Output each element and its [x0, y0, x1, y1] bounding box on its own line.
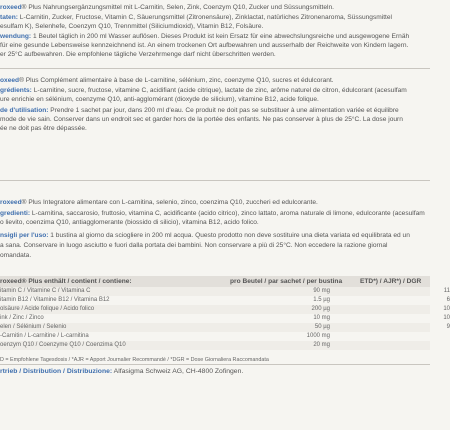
nutrient-rda: 10: [443, 306, 450, 312]
it-ingredients-cont: o lievito, coenzima Q10, antiagglomerante (biossido di silicio), vitamina B12, acido folico.: [0, 219, 259, 226]
divider: [0, 68, 430, 69]
nutrient-amount: 200 µg: [311, 306, 330, 312]
table-row: [0, 341, 430, 350]
nutrient-name: elen / Sélénium / Selenio: [0, 324, 67, 330]
table-footnote: D = Empfohlene Tagesdosis / *AJR = Apport Journalier Recommandé / *DGR = Dose Giornaliera Raccomandata: [0, 357, 269, 363]
table-header: roxeed® Plus enthält / contient / contiene: pro Beutel / par sachet / per bustina ETD*) / AJR*) / DGR: [0, 276, 430, 287]
de-usage-cont2: er 25°C aufbewahren. Die empfohlene tägliche Verzehrmenge darf nicht überschritten werden.: [0, 51, 276, 58]
nutrient-rda: 11: [443, 288, 450, 294]
fr-ingredients-cont: ure enrichie en sélénium, coenzyme Q10, anti-agglomérant (dioxyde de silicium), vitamine B12, acide folique.: [0, 96, 319, 103]
nutrient-amount: 1.5 µg: [313, 297, 330, 303]
table-row: [0, 332, 430, 341]
nutrient-amount: 20 mg: [313, 342, 330, 348]
nutrient-name: olsäure / Acide folique / Acido folico: [0, 306, 95, 312]
de-intro: roxeed® Plus Nahrungsergänzungsmittel mit L-Carnitin, Selen, Zink, Coenzym Q10, Zucker und Süssungsmitteln.: [0, 4, 334, 11]
nutrient-amount: 10 mg: [313, 315, 330, 321]
divider: [0, 364, 430, 365]
nutrient-amount: 50 µg: [314, 324, 330, 330]
it-intro: roxeed® Plus Integratore alimentare con L-carnitina, selenio, zinco, coenzima Q10, zuccheri ed edulcorante.: [0, 199, 318, 206]
table-row: [0, 314, 450, 323]
it-usage-cont2: omandata.: [0, 252, 32, 259]
empty-margin: [0, 382, 430, 430]
it-usage-cont1: a sana. Conservare in luogo asciutto e fuori dalla portata dei bambini. Non conservare a più di 25°C. Non eccedere la razione giornal: [0, 242, 388, 249]
fr-usage-cont2: ée ne doit pas être dépassée.: [0, 125, 87, 132]
nutrient-rda: 10: [443, 315, 450, 321]
nutrient-rda: 6: [446, 297, 450, 303]
nutrient-name: itamin C / Vitamine C / Vitamina C: [0, 288, 91, 294]
de-ingredients-cont: esulfam K), Selenhefe, Coenzym Q10, Trennmittel (Siliciumdioxid), Vitamin B12, Folsäure.: [0, 23, 264, 30]
fr-intro: oxeed® Plus Complément alimentaire à base de L-carnitine, sélénium, zinc, coenzyme Q10, sucres et édulcorant.: [0, 77, 334, 84]
table-row: [0, 296, 450, 305]
nutrition-table: [0, 276, 450, 362]
it-ingredients: gredienti: L-carnitina, saccarosio, fruttosio, vitamina C, acidificante (acido citrico), zinco lattato, aroma naturale di limone, edulcorante (acesulfam: [0, 210, 425, 217]
de-usage-cont1: für eine gesunde Lebensweise kennzeichnend ist. An einem trockenen Ort aufbewahren und ausserhalb der Reichweite von Kindern lagern.: [0, 42, 409, 49]
de-ingredients: taten: L-Carnitin, Zucker, Fructose, Vitamin C, Säuerungsmittel (Zitronensäure), Zinklactat, natürliches Zitronenaroma, Süssungsmittel: [0, 14, 393, 21]
nutrient-amount: 90 mg: [313, 288, 330, 294]
de-usage: wendung: 1 Beutel täglich in 200 ml Wasser auflösen. Dieses Produkt ist kein Ersatz für eine abwechslungsreiche und ausgewogene Ernäh: [0, 33, 410, 40]
nutrient-amount: 1000 mg: [306, 333, 330, 339]
nutrient-rda: 9: [446, 324, 450, 330]
fr-ingredients: grédients: L-carnitine, sucre, fructose, vitamine C, acidifiant (acide citrique), lactate de zinc, arôme naturel de citron, édulcorant (acesulfam: [0, 87, 407, 94]
table-row: [0, 305, 450, 314]
table-row: [0, 287, 450, 296]
nutrient-name: ink / Zinc / Zinco: [0, 315, 44, 321]
fr-usage: de d'utilisation: Prendre 1 sachet par jour, dans 200 ml d'eau. Ce produit ne doit pas se substituer à une alimentation variée et équilibre: [0, 107, 399, 114]
table-body: [0, 287, 450, 353]
table-row: [0, 323, 450, 332]
nutrient-name: -Carnitin / L-carnitine / L-carnitina: [0, 333, 89, 339]
nutrient-name: itamin B12 / Vitamine B12 / Vitamina B12: [0, 297, 110, 303]
divider: [0, 180, 430, 181]
it-usage: nsigli per l'uso: 1 bustina al giorno da sciogliere in 200 ml acqua. Questo prodotto non deve sostituire una dieta variata ed equilibrata ed un: [0, 232, 410, 239]
distribution-line: rtrieb / Distribution / Distribuzione: Alfasigma Schweiz AG, CH-4800 Zofingen.: [0, 368, 244, 375]
nutrient-name: oenzym Q10 / Coenzyme Q10 / Coenzima Q10: [0, 342, 126, 348]
fr-usage-cont1: mode de vie sain. Conserver dans un endroit sec et garder hors de la portée des enfants. Ne pas conserver à plus de 25°C. La dose journ: [0, 116, 403, 123]
